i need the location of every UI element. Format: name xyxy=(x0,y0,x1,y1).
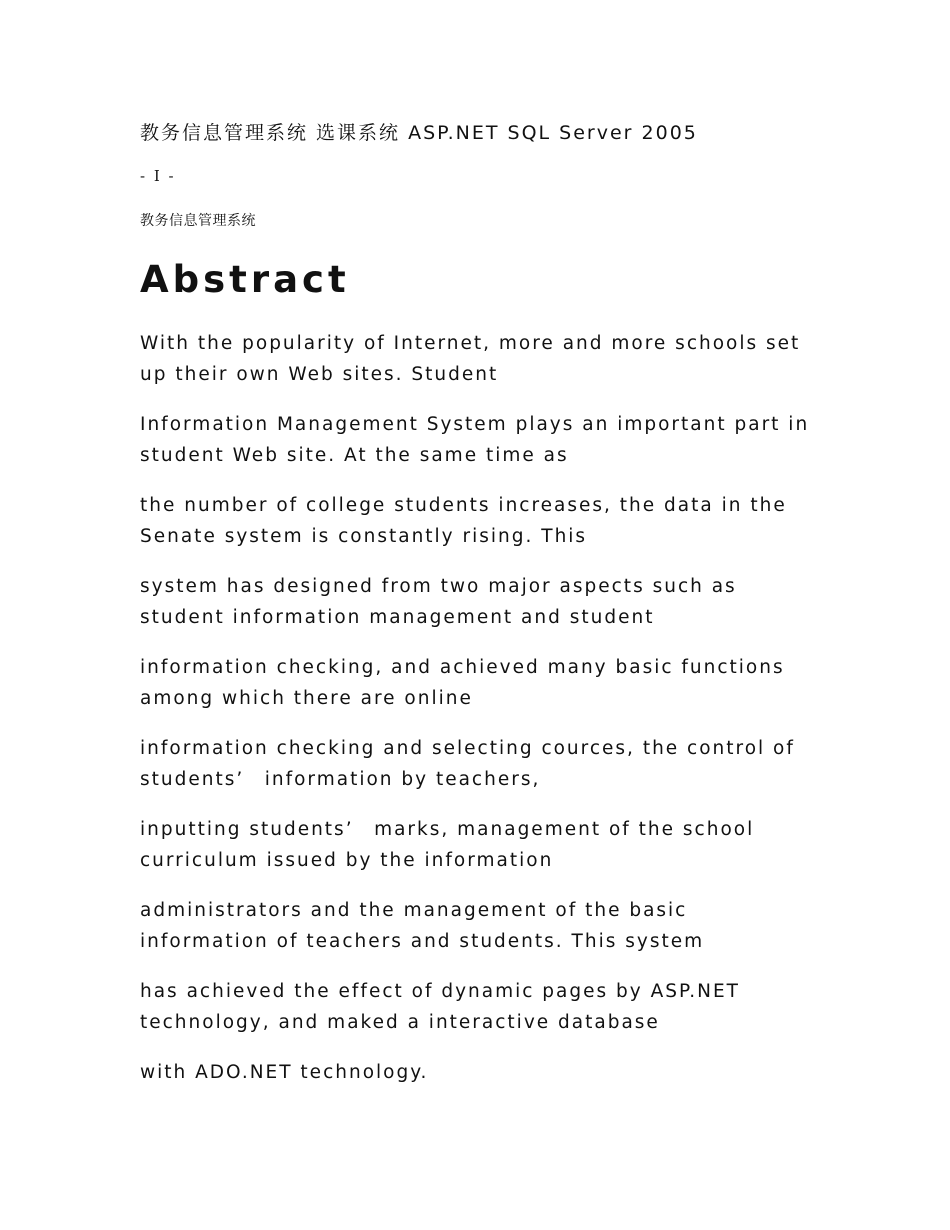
paragraph-line: up their own Web sites. Student xyxy=(140,364,499,385)
paragraph-line: information of teachers and students. This system xyxy=(140,931,705,952)
paragraph-line: student Web site. At the same time as xyxy=(140,445,569,466)
paragraph-line: curriculum issued by the information xyxy=(140,850,554,871)
paragraph-line: administrators and the management of the basic xyxy=(140,900,688,921)
abstract-paragraph xyxy=(140,328,820,390)
abstract-body xyxy=(140,328,820,1107)
header-title-line: 教务信息管理系统 选课系统 ASP.NET SQL Server 2005 xyxy=(140,122,698,144)
abstract-paragraph xyxy=(140,976,820,1038)
section-subtitle: 教务信息管理系统 xyxy=(140,213,256,229)
paragraph-line: among which there are online xyxy=(140,688,473,709)
abstract-paragraph xyxy=(140,409,820,471)
abstract-paragraph xyxy=(140,895,820,957)
paragraph-line: student information management and student xyxy=(140,607,655,628)
abstract-paragraph xyxy=(140,571,820,633)
paragraph-line: inputting students’ marks, management of the school xyxy=(140,819,755,840)
paragraph-line: information checking and selecting cources, the control of xyxy=(140,738,795,759)
paragraph-line: Information Management System plays an important part in xyxy=(140,414,810,435)
paragraph-line: system has designed from two major aspects such as xyxy=(140,576,737,597)
abstract-paragraph xyxy=(140,733,820,795)
paragraph-line: with ADO.NET technology. xyxy=(140,1062,429,1083)
paragraph-line: Senate system is constantly rising. This xyxy=(140,526,588,547)
abstract-paragraph xyxy=(140,814,820,876)
abstract-paragraph xyxy=(140,652,820,714)
paragraph-line: With the popularity of Internet, more and more schools set xyxy=(140,333,801,354)
abstract-paragraph xyxy=(140,490,820,552)
abstract-heading: Abstract xyxy=(140,258,350,301)
paragraph-line: has achieved the effect of dynamic pages by ASP.NET xyxy=(140,981,740,1002)
paragraph-line: information checking, and achieved many basic functions xyxy=(140,657,785,678)
abstract-paragraph xyxy=(140,1057,820,1088)
page-number: - I - xyxy=(140,167,176,185)
paragraph-line: technology, and maked a interactive database xyxy=(140,1012,660,1033)
paragraph-line: students’ information by teachers, xyxy=(140,769,541,790)
paragraph-line: the number of college students increases, the data in the xyxy=(140,495,787,516)
